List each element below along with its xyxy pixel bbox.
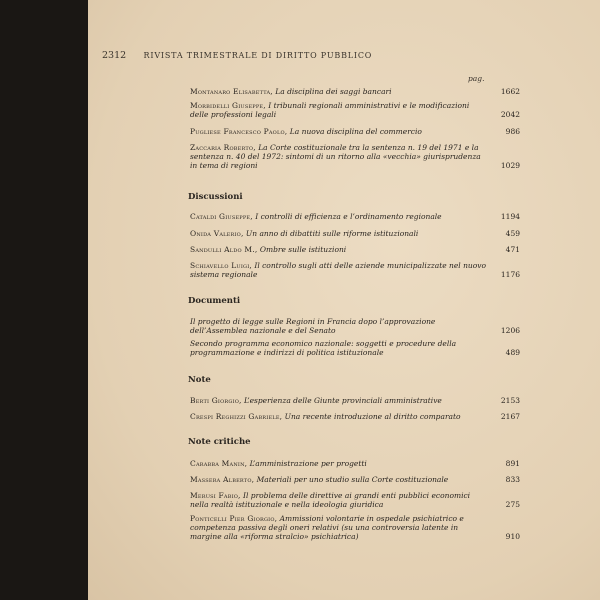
- entry-author: Schiavello Luigi,: [190, 261, 252, 270]
- toc-entry: [190, 143, 520, 171]
- entry-title: I tribunali regionali amministrativi e le modificazioni delle professioni legali: [190, 101, 470, 120]
- entry-page: 986: [505, 127, 520, 136]
- toc-entry: [190, 412, 520, 421]
- entry-title: Secondo programma economico nazionale: soggetti e procedure della programmazione e indirizzi di politica istituzionale: [190, 339, 457, 358]
- entry-author: Cataldi Giuseppe,: [190, 212, 253, 221]
- toc-entry: [190, 127, 520, 136]
- toc-entry: [190, 317, 520, 336]
- entry-author: Massera Alberto,: [190, 475, 255, 484]
- entry-title: La Corte costituzionale tra la sentenza n. 19 del 1971 e la sentenza n. 40 del 1972: sintomi di un ritorno alla «vecchia» giurisprudenza in tema di regioni: [190, 143, 481, 171]
- toc-entry: [190, 87, 520, 96]
- entry-page: 2167: [500, 412, 520, 421]
- entry-page: 1176: [500, 270, 520, 280]
- entry-page: 2153: [500, 396, 520, 405]
- entry-title: L’esperienza delle Giunte provinciali amministrative: [244, 396, 442, 405]
- entry-author: Sandulli Aldo M.,: [190, 245, 258, 254]
- entry-author: Berti Giorgio,: [190, 396, 242, 405]
- entry-author: Ponticelli Pier Giorgio,: [190, 514, 278, 523]
- entry-title: Il controllo sugli atti delle aziende municipalizzate nel nuovo sistema regionale: [190, 261, 487, 280]
- toc-entry: [190, 339, 520, 358]
- entry-author: Carabba Manin,: [190, 459, 248, 468]
- entry-page: 459: [505, 229, 520, 238]
- section-heading-note: Note: [188, 375, 211, 385]
- entry-title: Un anno di dibattiti sulle riforme istituzionali: [245, 229, 419, 238]
- entry-title: La disciplina dei saggi bancari: [275, 87, 392, 96]
- entry-title: Ombre sulle istituzioni: [259, 245, 347, 254]
- section-heading-documenti: Documenti: [188, 296, 241, 306]
- pag-label: pag.: [468, 74, 485, 83]
- toc-entry: [190, 514, 520, 542]
- entry-page: 910: [505, 532, 520, 542]
- entry-title: Una recente introduzione al diritto comparato: [284, 412, 461, 421]
- entry-author: Onida Valerio,: [190, 229, 244, 238]
- toc-entry: [190, 245, 520, 254]
- section-heading-discussioni: Discussioni: [188, 192, 243, 202]
- entry-author: Merusi Fabio,: [190, 491, 241, 500]
- toc-entry: [190, 101, 520, 120]
- entry-title: L’amministrazione per progetti: [249, 459, 367, 468]
- running-header: [102, 50, 502, 61]
- toc-entry: [190, 491, 520, 510]
- entry-page: 1194: [500, 212, 520, 221]
- entry-author: Zaccaria Roberto,: [190, 143, 256, 152]
- entry-author: Montanaro Elisabetta,: [190, 87, 273, 96]
- entry-author: Crespi Reghizzi Gabriele,: [190, 412, 283, 421]
- entry-page: 275: [505, 500, 520, 510]
- entry-author: Morbidelli Giuseppe,: [190, 101, 266, 110]
- entry-page: 1662: [500, 87, 520, 96]
- toc-entry: [190, 229, 520, 238]
- entry-title: Ammissioni volontarie in ospedale psichiatrico e competenza passiva degli oneri relativi (su una controversia latente in margine alla «riforma stralcio» psichiatrica): [190, 514, 464, 542]
- journal-title: RIVISTA TRIMESTRALE DI DIRITTO PUBBLICO: [143, 51, 373, 60]
- entry-page: 1029: [500, 161, 520, 171]
- toc-entry: [190, 475, 520, 484]
- entry-page: 1206: [500, 326, 520, 336]
- section-heading-note-critiche: Note critiche: [188, 437, 251, 447]
- entry-title: Il progetto di legge sulle Regioni in Francia dopo l’approvazione dell’Assemblea nazionale e del Senato: [190, 317, 436, 336]
- toc-entry: [190, 396, 520, 405]
- entry-title: Materiali per uno studio sulla Corte costituzionale: [256, 475, 449, 484]
- toc-entry: [190, 261, 520, 280]
- entry-title: Il problema delle direttive ai grandi enti pubblici economici nella realtà istituzionale e nella ideologia giuridica: [190, 491, 471, 510]
- toc-entry: [190, 459, 520, 468]
- entry-page: 489: [505, 348, 520, 358]
- entry-author: Pugliese Francesco Paolo,: [190, 127, 288, 136]
- entry-page: 833: [505, 475, 520, 484]
- toc-entry: [190, 212, 520, 221]
- page-number: 2312: [102, 50, 127, 61]
- entry-page: 2042: [500, 110, 520, 120]
- entry-page: 471: [505, 245, 520, 254]
- entry-title: I controlli di efficienza e l’ordinamento regionale: [255, 212, 442, 221]
- entry-title: La nuova disciplina del commercio: [289, 127, 422, 136]
- entry-page: 891: [505, 459, 520, 468]
